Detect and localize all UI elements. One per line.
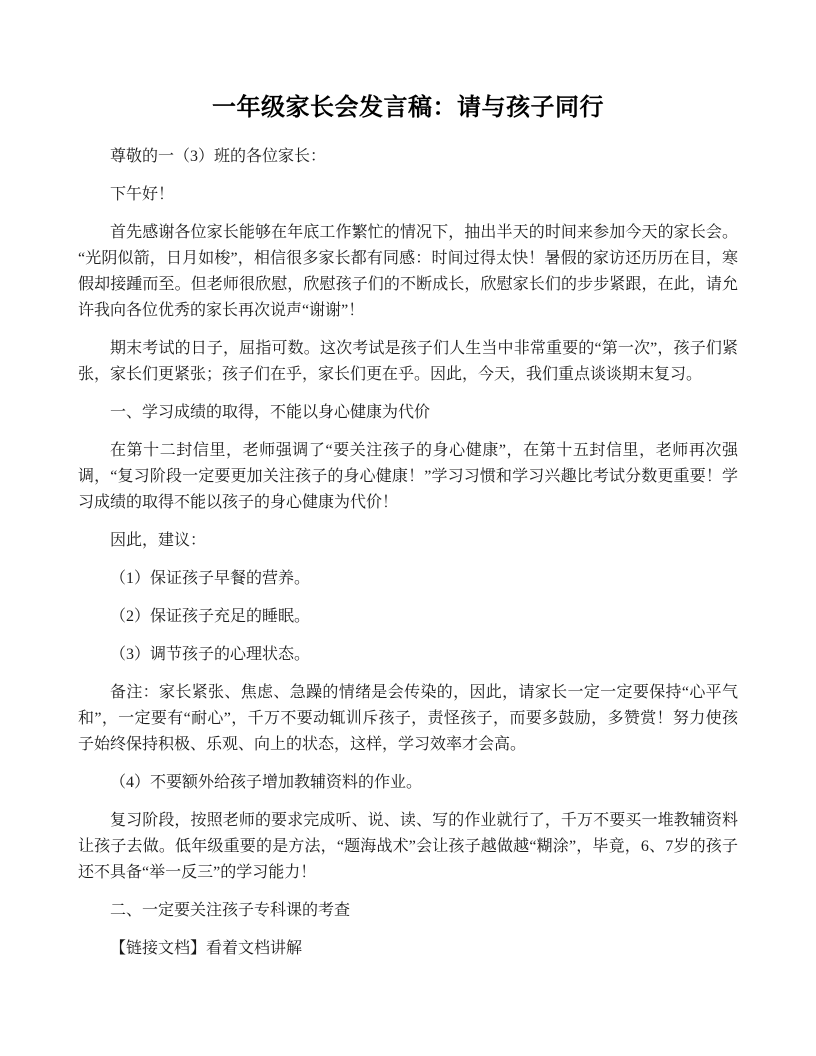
section-heading-1: 一、学习成绩的取得，不能以身心健康为代价 bbox=[110, 404, 431, 421]
paragraph: 备注：家长紧张、焦虑、急躁的情绪是会传染的，因此，请家长一定一定要保持“心平气和”，一定要有“耐心”，千万不要动辄训斥孩子，责怪孩子，而要多鼓励，多赞赏！努力使孩子始终保持积极、乐观、向上的状态，这样，学习效率才会高。 bbox=[78, 684, 738, 753]
paragraph: 在第十二封信里，老师强调了“要关注孩子的身心健康”，在第十五封信里，老师再次强调，“复习阶段一定要更加关注孩子的身心健康！”学习习惯和学习兴趣比考试分数更重要！学习成绩的取得不能以孩子的身心健康为代价！ bbox=[78, 442, 738, 511]
link-doc-note: 【链接文档】看着文档讲解 bbox=[110, 940, 303, 957]
list-item-4: （4）不要额外给孩子增加教辅资料的作业。 bbox=[110, 774, 423, 791]
salutation: 尊敬的一（3）班的各位家长： bbox=[110, 148, 327, 165]
document-title: 一年级家长会发言稿：请与孩子同行 bbox=[212, 95, 604, 121]
greeting: 下午好！ bbox=[110, 186, 175, 203]
paragraph: 期末考试的日子，屈指可数。这次考试是孩子们人生当中非常重要的“第一次”，孩子们紧张，家长们更紧张；孩子们在乎，家长们更在乎。因此，今天，我们重点谈谈期末复习。 bbox=[78, 340, 738, 383]
list-item-1: （1）保证孩子早餐的营养。 bbox=[110, 570, 311, 587]
section-heading-2: 二、一定要关注孩子专科课的考查 bbox=[110, 902, 351, 919]
list-item-3: （3）调节孩子的心理状态。 bbox=[110, 646, 311, 663]
paragraph: 复习阶段，按照老师的要求完成听、说、读、写的作业就行了，千万不要买一堆教辅资料让孩子去做。低年级重要的是方法，“题海战术”会让孩子越做越“糊涂”，毕竟，6、7岁的孩子还不具备“举一反三”的学习能力！ bbox=[78, 812, 738, 881]
paragraph: 首先感谢各位家长能够在年底工作繁忙的情况下，抽出半天的时间来参加今天的家长会。“光阴似箭，日月如梭”，相信很多家长都有同感：时间过得太快！暑假的家访还历历在目，寒假却接踵而至。但老师很欣慰，欣慰孩子们的不断成长，欣慰家长们的步步紧跟，在此，请允许我向各位优秀的家长再次说声“谢谢”！ bbox=[78, 224, 738, 319]
list-item-2: （2）保证孩子充足的睡眠。 bbox=[110, 608, 311, 625]
paragraph: 因此，建议： bbox=[110, 532, 207, 549]
